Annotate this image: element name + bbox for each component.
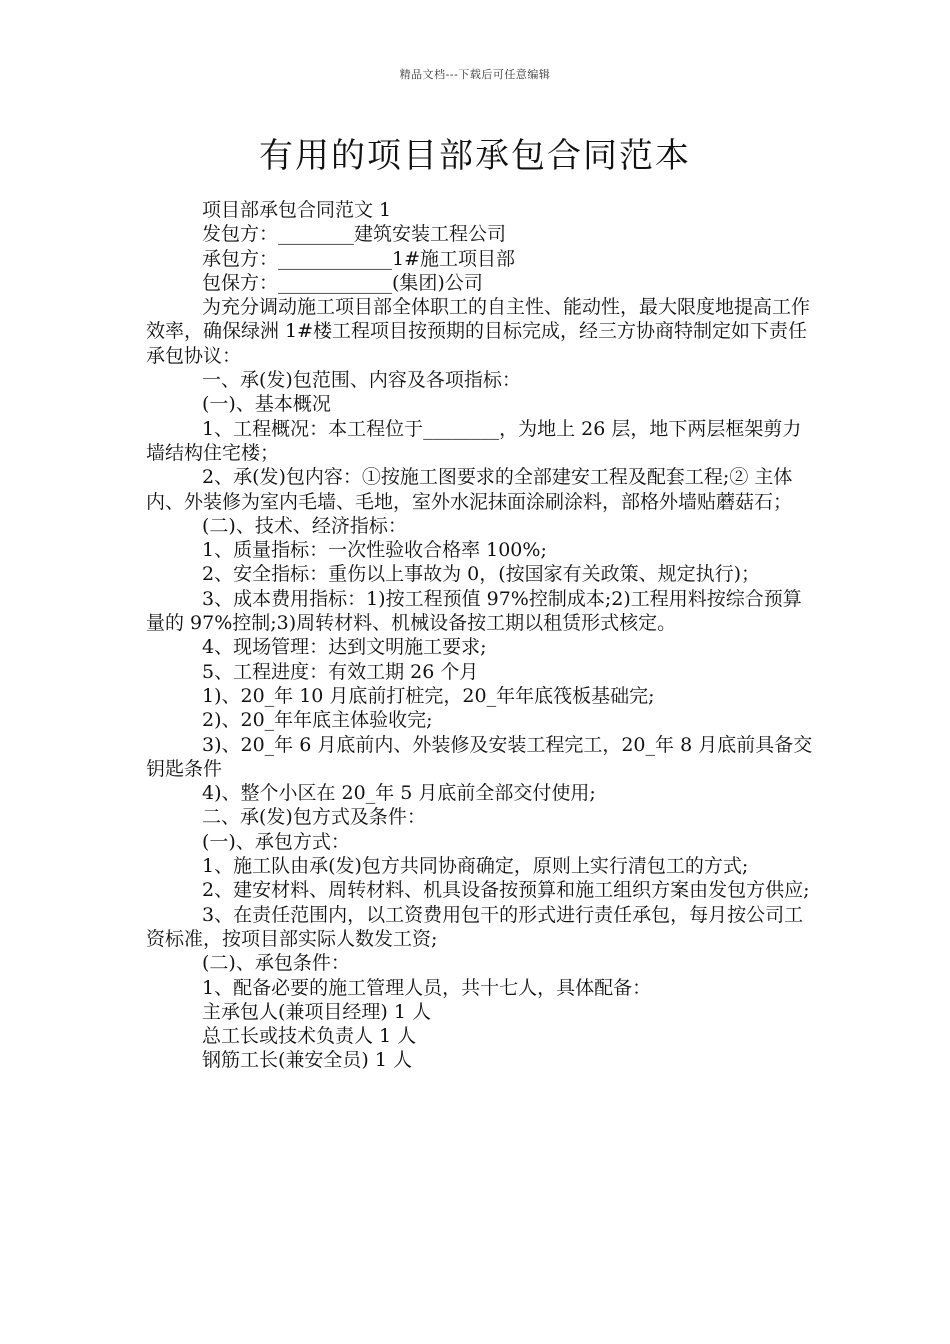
header-note: 精品文档---下载后可任意编辑: [399, 68, 551, 81]
party-contractor: 承包方：____________1#施工项目部: [202, 247, 516, 270]
party-employer: 发包方：________建筑安装工程公司: [202, 223, 507, 246]
clause-item: 1、质量指标：一次性验收合格率 100%;: [202, 539, 547, 562]
subclause-heading: (二)、技术、经济指标：: [202, 514, 407, 537]
clause-heading: 一、承(发)包范围、内容及各项指标：: [202, 369, 521, 392]
clause-item: 1、配备必要的施工管理人员，共十七人，具体配备：: [202, 976, 652, 999]
schedule-item: 2)、20_年年底主体验收完;: [202, 709, 433, 732]
subclause-heading: (一)、基本概况: [202, 393, 331, 416]
subclause-heading: (二)、承包条件：: [202, 952, 350, 975]
party-guarantor: 包保方：____________(集团)公司: [202, 271, 483, 294]
document-body: [146, 198, 816, 1073]
schedule-item: 4)、整个小区在 20_年 5 月底前全部交付使用;: [202, 782, 596, 805]
clause-item: 4、现场管理：达到文明施工要求;: [202, 636, 487, 659]
clause-item: 2、安全指标：重伤以上事故为 0，(按国家有关政策、规定执行)；: [202, 563, 761, 586]
clause-item: 5、工程进度：有效工期 26 个月: [202, 660, 479, 683]
schedule-item: 1)、20_年 10 月底前打桩完，20_年年底筏板基础完;: [202, 684, 655, 707]
schedule-item: 3)、20_年 6 月底前内、外装修及安装工程完工，20_年 8 月底前具备交钥匙条件: [146, 733, 813, 780]
staff-item: 钢筋工长(兼安全员) 1 人: [202, 1049, 412, 1072]
clause-item: 1、工程概况：本工程位于________，为地上 26 层，地下两层框架剪力墙结构住宅楼；: [146, 417, 802, 464]
intro-paragraph: 为充分调动施工项目部全体职工的自主性、能动性，最大限度地提高工作效率，确保绿洲 1#楼工程项目按预期的目标完成，经三方协商特制定如下责任承包协议：: [146, 296, 811, 367]
staff-item: 主承包人(兼项目经理) 1 人: [202, 1000, 431, 1023]
clause-item: 2、建安材料、周转材料、机具设备按预算和施工组织方案由发包方供应;: [202, 879, 810, 902]
section-heading: 项目部承包合同范文 1: [202, 199, 392, 221]
subclause-heading: (一)、承包方式：: [202, 830, 350, 853]
staff-item: 总工长或技术负责人 1 人: [202, 1025, 417, 1048]
clause-heading: 二、承(发)包方式及条件：: [202, 806, 426, 829]
clause-item: 2、承(发)包内容：①按施工图要求的全部建安工程及配套工程;② 主体内、外装修为室内毛墙、毛地，室外水泥抹面涂刷涂料，部格外墙贴蘑菇石；: [146, 466, 793, 513]
document-title: 有用的项目部承包合同范本: [259, 136, 691, 176]
clause-item: 3、在责任范围内，以工资费用包干的形式进行责任承包，每月按公司工资标准，按项目部实际人数发工资;: [146, 903, 804, 950]
clause-item: 3、成本费用指标：1)按工程预值 97%控制成本;2)工程用料按综合预算量的 97%控制;3)周转材料、机械设备按工期以租赁形式核定。: [146, 587, 802, 635]
clause-item: 1、施工队由承(发)包方共同协商确定，原则上实行清包工的方式;: [202, 855, 749, 878]
